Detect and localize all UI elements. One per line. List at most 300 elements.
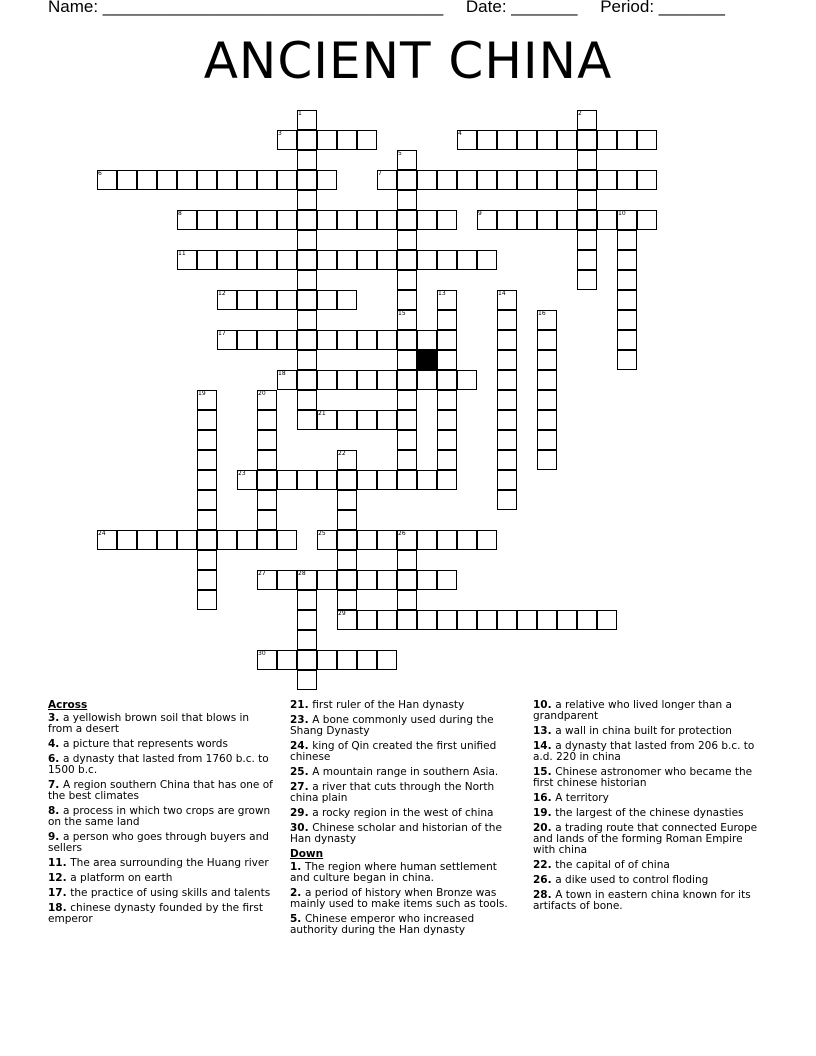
clue-text: a river that cuts through the North china plain [290,781,495,804]
grid-cell[interactable] [117,530,137,550]
grid-cell[interactable] [377,610,397,630]
grid-cell[interactable] [337,570,357,590]
clue-number: 20 [258,390,266,397]
grid-cell[interactable] [357,610,377,630]
grid-cell[interactable] [257,410,277,430]
grid-cell[interactable] [317,250,337,270]
grid-cell[interactable] [257,330,277,350]
grid-cell[interactable] [377,330,397,350]
grid-cell[interactable] [617,290,637,310]
grid-cell[interactable] [337,550,357,570]
grid-cell[interactable] [297,130,317,150]
grid-cell[interactable] [317,130,337,150]
grid-cell[interactable] [437,350,457,370]
grid-cell[interactable] [437,250,457,270]
grid-cell[interactable] [337,590,357,610]
grid-cell[interactable] [317,290,337,310]
grid-cell[interactable] [397,290,417,310]
grid-cell[interactable] [377,250,397,270]
grid-cell[interactable] [497,130,517,150]
grid-cell[interactable] [557,210,577,230]
grid-cell[interactable] [317,370,337,390]
clue-item [290,715,510,737]
clue-number: 22 [338,450,346,457]
grid-cell[interactable] [397,170,417,190]
clue-item [533,808,765,819]
grid-cell[interactable] [337,290,357,310]
clue-number: 15 [398,310,406,317]
grid-cell[interactable] [437,570,457,590]
grid-cell[interactable] [437,610,457,630]
grid-cell[interactable] [277,470,297,490]
grid-cell[interactable] [537,610,557,630]
grid-cell[interactable] [377,530,397,550]
clue-text: A bone commonly used during the Shang Dynasty [290,714,494,737]
grid-cell[interactable] [617,270,637,290]
clue-text: king of Qin created the first unified chinese [290,740,497,763]
clue-text: The region where human settlement and culture began in china. [290,861,497,884]
clue-number-label: 25. [290,766,313,778]
clue-item [533,700,765,722]
grid-cell[interactable] [197,410,217,430]
grid-cell[interactable] [537,130,557,150]
grid-cell[interactable] [577,130,597,150]
grid-cell[interactable] [597,610,617,630]
clue-item [533,823,765,856]
grid-cell[interactable] [577,270,597,290]
grid-cell[interactable] [397,390,417,410]
grid-cell[interactable] [357,130,377,150]
grid-cell[interactable] [297,390,317,410]
grid-cell[interactable] [597,130,617,150]
grid-cell[interactable] [497,410,517,430]
grid-cell[interactable] [497,330,517,350]
grid-cell[interactable] [457,250,477,270]
grid-cell[interactable] [437,170,457,190]
grid-cell[interactable] [257,490,277,510]
grid-cell[interactable] [477,250,497,270]
grid-cell[interactable] [577,150,597,170]
grid-cell[interactable] [297,610,317,630]
grid-cell[interactable] [417,370,437,390]
grid-cell[interactable] [277,210,297,230]
grid-cell[interactable] [157,530,177,550]
clue-number-label: 10. [533,699,556,711]
grid-cell[interactable] [437,390,457,410]
clue-number-label: 24. [290,740,313,752]
grid-cell[interactable] [237,290,257,310]
grid-cell[interactable] [617,330,637,350]
grid-cell[interactable] [437,370,457,390]
grid-cell[interactable] [437,330,457,350]
grid-cell[interactable] [437,410,457,430]
grid-cell[interactable] [337,470,357,490]
grid-cell[interactable] [277,650,297,670]
grid-cell[interactable] [397,230,417,250]
clue-number-label: 8. [48,805,63,817]
grid-cell[interactable] [517,130,537,150]
clue-item [533,767,765,789]
grid-cell[interactable] [497,210,517,230]
grid-cell[interactable] [377,210,397,230]
grid-cell[interactable] [417,170,437,190]
grid-cell[interactable] [417,570,437,590]
grid-cell[interactable] [577,210,597,230]
grid-cell[interactable] [357,570,377,590]
grid-cell[interactable] [437,430,457,450]
grid-cell[interactable] [257,430,277,450]
grid-cell[interactable] [297,670,317,690]
clue-number-label: 26. [533,874,556,886]
grid-cell[interactable] [277,170,297,190]
grid-cell[interactable] [317,470,337,490]
grid-cell[interactable] [337,130,357,150]
grid-cell[interactable] [237,250,257,270]
grid-cell[interactable] [297,270,317,290]
grid-cell[interactable] [617,310,637,330]
clue-text: Chinese astronomer who became the first chinese historian [533,766,753,789]
clue-number-label: 29. [290,807,313,819]
grid-cell[interactable] [337,410,357,430]
clue-number: 3 [278,130,282,137]
grid-cell[interactable] [437,310,457,330]
grid-cell[interactable] [497,470,517,490]
period-field-label[interactable]: Period: _______ [600,0,725,16]
clue-item [290,808,510,819]
clue-number: 23 [238,470,246,477]
clue-text: a rocky region in the west of china [312,807,494,819]
grid-cell[interactable] [397,270,417,290]
grid-cell[interactable] [197,590,217,610]
date-field-label[interactable]: Date: _______ [465,0,578,16]
grid-cell[interactable] [297,470,317,490]
grid-cell[interactable] [297,630,317,650]
grid-cell[interactable] [357,410,377,430]
blocked-square [417,350,437,370]
grid-cell[interactable] [357,210,377,230]
grid-cell[interactable] [377,370,397,390]
clue-number-label: 14. [533,740,556,752]
grid-cell[interactable] [417,530,437,550]
grid-cell[interactable] [197,430,217,450]
grid-cell[interactable] [577,230,597,250]
grid-cell[interactable] [417,250,437,270]
grid-cell[interactable] [197,490,217,510]
clue-number: 27 [258,570,266,577]
grid-cell[interactable] [397,550,417,570]
grid-cell[interactable] [277,290,297,310]
grid-cell[interactable] [437,470,457,490]
grid-cell[interactable] [197,530,217,550]
grid-cell[interactable] [617,250,637,270]
grid-cell[interactable] [377,410,397,430]
grid-cell[interactable] [577,170,597,190]
grid-cell[interactable] [397,370,417,390]
grid-cell[interactable] [577,190,597,210]
down-heading: Down [290,848,324,860]
grid-cell[interactable] [497,370,517,390]
grid-cell[interactable] [237,530,257,550]
grid-cell[interactable] [357,530,377,550]
grid-cell[interactable] [317,650,337,670]
grid-cell[interactable] [557,170,577,190]
grid-cell[interactable] [537,390,557,410]
grid-cell[interactable] [437,530,457,550]
clue-item [533,860,765,871]
grid-cell[interactable] [557,610,577,630]
grid-cell[interactable] [457,370,477,390]
grid-cell[interactable] [277,250,297,270]
grid-cell[interactable] [317,210,337,230]
clue-number-label: 27. [290,781,313,793]
grid-cell[interactable] [297,310,317,330]
grid-cell[interactable] [197,170,217,190]
grid-cell[interactable] [477,170,497,190]
grid-cell[interactable] [357,370,377,390]
grid-cell[interactable] [397,450,417,470]
clue-number-label: 17. [48,887,71,899]
clue-number: 8 [178,210,182,217]
grid-cell[interactable] [357,330,377,350]
grid-cell[interactable] [177,530,197,550]
clue-number: 14 [498,290,506,297]
clue-text: chinese dynasty founded by the first emperor [48,902,263,925]
grid-cell[interactable] [297,330,317,350]
grid-cell[interactable] [237,210,257,230]
grid-cell[interactable] [577,250,597,270]
grid-cell[interactable] [477,610,497,630]
grid-cell[interactable] [457,610,477,630]
grid-cell[interactable] [337,490,357,510]
grid-cell[interactable] [537,450,557,470]
grid-cell[interactable] [257,450,277,470]
grid-cell[interactable] [517,170,537,190]
grid-cell[interactable] [497,450,517,470]
grid-cell[interactable] [197,250,217,270]
grid-cell[interactable] [477,530,497,550]
grid-cell[interactable] [517,610,537,630]
grid-cell[interactable] [297,190,317,210]
grid-cell[interactable] [517,210,537,230]
clue-number-label: 2. [290,887,305,899]
clue-number: 18 [278,370,286,377]
grid-cell[interactable] [637,130,657,150]
grid-cell[interactable] [377,470,397,490]
clue-item [48,858,273,869]
grid-cell[interactable] [397,430,417,450]
grid-cell[interactable] [217,170,237,190]
clue-item [48,739,273,750]
clue-text: A town in eastern china known for its artifacts of bone. [533,889,751,912]
grid-cell[interactable] [197,510,217,530]
grid-cell[interactable] [557,130,577,150]
grid-cell[interactable] [197,570,217,590]
grid-cell[interactable] [617,230,637,250]
grid-cell[interactable] [537,210,557,230]
grid-cell[interactable] [497,490,517,510]
grid-cell[interactable] [317,170,337,190]
clue-text: A territory [555,792,609,804]
grid-cell[interactable] [257,510,277,530]
grid-cell[interactable] [397,570,417,590]
grid-cell[interactable] [337,510,357,530]
grid-cell[interactable] [217,210,237,230]
grid-cell[interactable] [397,610,417,630]
clue-number-label: 4. [48,738,63,750]
grid-cell[interactable] [637,210,657,230]
clue-number: 24 [98,530,106,537]
grid-cell[interactable] [297,230,317,250]
grid-cell[interactable] [397,330,417,350]
grid-cell[interactable] [257,250,277,270]
grid-cell[interactable] [457,530,477,550]
clue-number-label: 15. [533,766,556,778]
grid-cell[interactable] [597,210,617,230]
grid-cell[interactable] [297,210,317,230]
grid-cell[interactable] [357,250,377,270]
grid-cell[interactable] [397,250,417,270]
grid-cell[interactable] [377,570,397,590]
grid-cell[interactable] [297,650,317,670]
clue-number: 13 [438,290,446,297]
clue-item [290,888,510,910]
grid-cell[interactable] [537,430,557,450]
grid-cell[interactable] [297,250,317,270]
grid-cell[interactable] [537,170,557,190]
grid-cell[interactable] [217,250,237,270]
grid-cell[interactable] [497,610,517,630]
grid-cell[interactable] [297,410,317,430]
grid-cell[interactable] [177,170,197,190]
clues-column-2 [290,700,510,940]
clue-number: 21 [318,410,326,417]
grid-cell[interactable] [417,610,437,630]
grid-cell[interactable] [497,350,517,370]
clue-number: 4 [458,130,462,137]
grid-cell[interactable] [297,290,317,310]
grid-cell[interactable] [317,330,337,350]
grid-cell[interactable] [337,650,357,670]
grid-cell[interactable] [337,250,357,270]
grid-cell[interactable] [617,350,637,370]
grid-cell[interactable] [297,370,317,390]
clue-number-label: 21. [290,699,313,711]
grid-cell[interactable] [477,130,497,150]
grid-cell[interactable] [357,470,377,490]
grid-cell[interactable] [397,410,417,430]
grid-cell[interactable] [297,350,317,370]
grid-cell[interactable] [397,590,417,610]
grid-cell[interactable] [337,370,357,390]
grid-cell[interactable] [257,170,277,190]
clue-text: a picture that represents words [62,738,228,750]
grid-cell[interactable] [217,530,237,550]
name-field-label[interactable]: Name: ____________________________________ [48,0,444,16]
grid-cell[interactable] [397,470,417,490]
grid-cell[interactable] [397,350,417,370]
grid-cell[interactable] [317,570,337,590]
clue-item [290,823,510,845]
grid-cell[interactable] [337,530,357,550]
clue-text: Chinese scholar and historian of the Han dynasty [290,822,502,845]
grid-cell[interactable] [197,210,217,230]
grid-cell[interactable] [617,170,637,190]
grid-cell[interactable] [197,550,217,570]
grid-cell[interactable] [597,170,617,190]
clue-number-label: 1. [290,861,305,873]
grid-cell[interactable] [297,150,317,170]
grid-cell[interactable] [197,450,217,470]
clue-number-label: 7. [48,779,63,791]
grid-cell[interactable] [437,210,457,230]
grid-cell[interactable] [137,170,157,190]
grid-cell[interactable] [537,410,557,430]
grid-cell[interactable] [457,170,477,190]
grid-cell[interactable] [337,330,357,350]
grid-cell[interactable] [497,390,517,410]
clue-number: 19 [198,390,206,397]
grid-cell[interactable] [357,650,377,670]
grid-cell[interactable] [257,210,277,230]
grid-cell[interactable] [257,530,277,550]
grid-cell[interactable] [417,470,437,490]
grid-cell[interactable] [397,190,417,210]
grid-cell[interactable] [437,450,457,470]
grid-cell[interactable] [297,170,317,190]
grid-cell[interactable] [257,470,277,490]
grid-cell[interactable] [537,370,557,390]
clue-item [290,741,510,763]
clue-text: a platform on earth [70,872,173,884]
grid-cell[interactable] [157,170,177,190]
clue-number: 11 [178,250,186,257]
clue-number: 29 [338,610,346,617]
clue-number-label: 28. [533,889,556,901]
grid-cell[interactable] [277,330,297,350]
clue-number-label: 19. [533,807,556,819]
grid-cell[interactable] [537,350,557,370]
grid-cell[interactable] [417,330,437,350]
grid-cell[interactable] [497,170,517,190]
grid-cell[interactable] [117,170,137,190]
clue-text: first ruler of the Han dynasty [312,699,465,711]
grid-cell[interactable] [137,530,157,550]
grid-cell[interactable] [377,650,397,670]
grid-cell[interactable] [257,290,277,310]
clue-item [533,793,765,804]
clue-number-label: 30. [290,822,313,834]
clue-number-label: 18. [48,902,71,914]
grid-cell[interactable] [617,130,637,150]
clue-number-label: 12. [48,872,71,884]
grid-cell[interactable] [277,530,297,550]
grid-cell[interactable] [237,170,257,190]
grid-cell[interactable] [337,210,357,230]
clue-number: 2 [578,110,582,117]
grid-cell[interactable] [497,310,517,330]
grid-cell[interactable] [197,470,217,490]
grid-cell[interactable] [577,610,597,630]
grid-cell[interactable] [277,570,297,590]
clue-item [533,890,765,912]
grid-cell[interactable] [417,210,437,230]
grid-cell[interactable] [397,210,417,230]
grid-cell[interactable] [637,170,657,190]
grid-cell[interactable] [497,430,517,450]
grid-cell[interactable] [237,330,257,350]
grid-cell[interactable] [297,590,317,610]
grid-cell[interactable] [537,330,557,350]
